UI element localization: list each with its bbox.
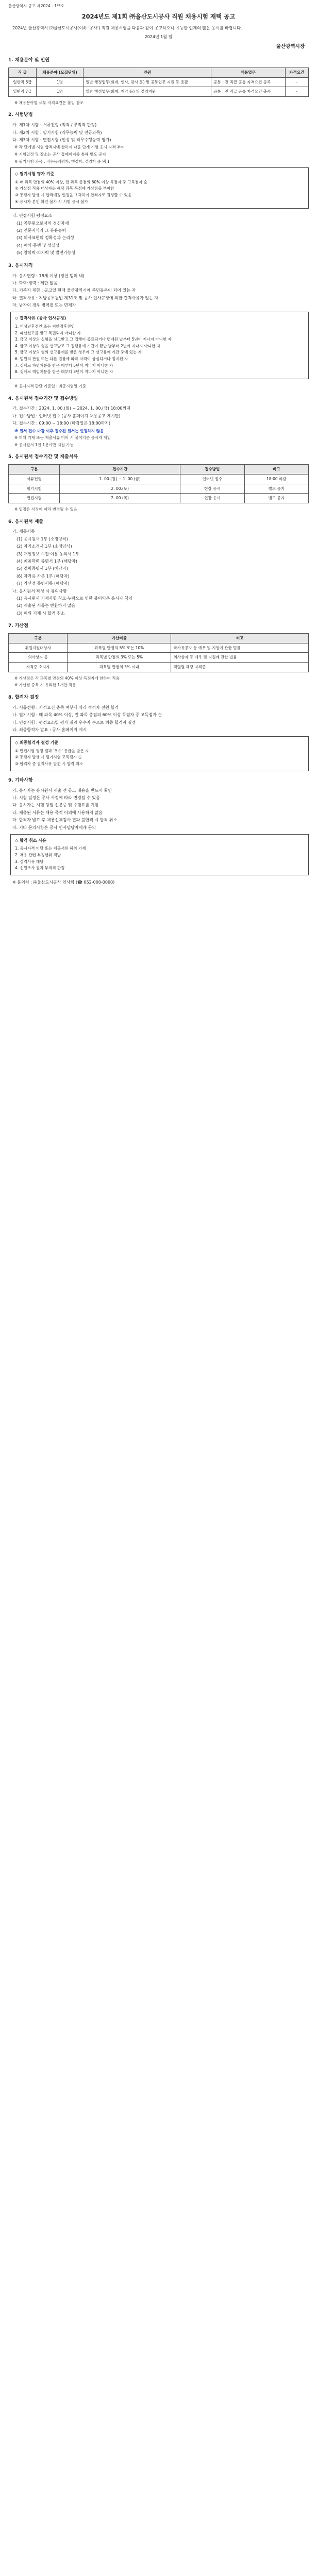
list-item: 나. 응시원서 작성 시 유의사항 [12, 588, 67, 594]
list-item: 라. 결격사유 : 지방공무원법 제31조 및 공사 인사규정에 의한 결격사유가 없는 자 [12, 295, 158, 300]
list-item: (3) 허위 기재 시 합격 취소 [16, 611, 65, 616]
list-item: 나. 시험 일정은 공사 사정에 따라 변경될 수 있음 [12, 795, 100, 800]
list-item: 다. 접수시간 : 09:00 ~ 18:00 (마감일은 18:00까지) [12, 421, 111, 426]
table-cell: 현장 응시 [180, 494, 244, 503]
box-item: 4. 금고 이상의 형을 선고받고 그 집행유예 기간이 끝난 날부터 2년이 지나지 아니한 자 [15, 343, 161, 348]
list-item: 다. 면접시험 : 평정요소별 평가 결과 우수자 순으로 최종 합격자 결정 [12, 720, 136, 725]
list-item: (5) 경력증명서 1부 (해당자) [16, 566, 68, 571]
bonus-table [8, 633, 309, 672]
list-item: 다. 응시자는 시험 당일 신분증 및 수험표를 지참 [12, 803, 99, 808]
table-cell: 2. 00.(토) [60, 484, 180, 494]
table-cell: 면접시험 [9, 494, 60, 503]
table-cell: 일반 행정업무(회계, 계약 등) 및 경영지원 [84, 87, 211, 97]
list-item: 마. 합격자 발표 후 채용신체검사 결과 불합격 시 합격 취소 [12, 818, 118, 823]
table-cell: 의사상자 등 [9, 653, 68, 663]
box-item: ① 매 과목 만점의 40% 이상, 전 과목 총점의 60% 이상 득점자 중 고득점자 순 [15, 179, 147, 184]
section-title: 6. 응시원서 제출 [8, 519, 44, 524]
list-item: 나. 제2차 시험 : 필기시험 (직무능력 및 전공과목) [12, 130, 102, 135]
box-item: 6. 법원의 판결 또는 다른 법률에 따라 자격이 상실되거나 정지된 자 [15, 357, 128, 361]
section-title: 5. 응시원서 접수기간 및 제출서류 [8, 454, 78, 460]
table-header: 가산비율 [68, 634, 171, 643]
table-row [9, 484, 309, 494]
table-cell: 일반직 7급 [9, 87, 37, 97]
document-title: 2024년도 제1회 ㈜울산도시공사 직원 채용시험 재택 공고 [81, 12, 236, 20]
box-item: 1. 피성년후견인 또는 피한정후견인 [15, 324, 75, 329]
list-item: (5) 창의력·의지력 및 발전가능성 [16, 250, 76, 256]
list-item: 나. 학력·경력 : 제한 없음 [12, 280, 58, 285]
table-header: 구분 [9, 634, 68, 643]
table-row [9, 77, 309, 87]
list-item: (1) 응시원서 기재사항 착오·누락으로 인한 불이익은 응시자 책임 [16, 596, 132, 601]
section-title: 3. 응시자격 [8, 263, 33, 268]
box-item: 5. 금고 이상의 형의 선고유예를 받은 경우에 그 선고유예 기간 중에 있는 자 [15, 350, 142, 355]
table-cell: 2. 00.(목) [60, 494, 180, 503]
box-item: ④ 응시자 본인 확인 불가 시 시험 응시 불가 [15, 199, 88, 204]
list-item: 라. 면접시험 평정요소 [12, 213, 53, 218]
table-header: 직 급 [9, 67, 37, 77]
pass-criteria-box [10, 736, 309, 771]
box-item: 4. 신원조사 결과 부적격 판정 [15, 866, 65, 871]
table-cell: 18:00 마감 [244, 474, 308, 484]
section-note: ※ 응시원서 1인 1분야만 지원 가능 [14, 442, 74, 447]
table-cell: 1명 [36, 77, 83, 87]
section-note: ※ 응시자격 판단 기준일 : 최종시험일 기준 [14, 383, 87, 388]
table-cell: 1. 00.(월) ~ 1. 00.(금) [60, 474, 180, 484]
section-title: 8. 합격자 결정 [8, 694, 39, 700]
list-item: (2) 제출된 서류는 반환하지 않음 [16, 603, 76, 608]
cancellation-box [10, 834, 309, 875]
box-item: ③ 합격자 중 결격사유 발견 시 합격 취소 [15, 761, 84, 766]
box-title: ◇ 최종합격자 결정 기준 [15, 740, 59, 745]
box-title: ◇ 합격 취소 사유 [15, 838, 46, 843]
list-item: (2) 자기소개서 1부 (소정양식) [16, 544, 72, 549]
issuer-name: 울산광역시장 [276, 44, 305, 50]
table-row [9, 87, 309, 97]
list-item: (3) 의사표현의 정확성과 논리성 [16, 235, 74, 241]
list-item: (1) 공무원으로서의 정신자세 [16, 221, 69, 226]
list-item: (2) 전문지식과 그 응용능력 [16, 228, 66, 233]
table-header-row [9, 67, 309, 77]
table-header: 비고 [171, 634, 309, 643]
list-item: 라. 제출된 서류는 채용 목적 이외에 사용하지 않음 [12, 810, 103, 815]
table-cell: 인터넷 접수 [180, 474, 244, 484]
section-title: 2. 시험방법 [8, 112, 33, 118]
table-header: 구분 [9, 465, 60, 474]
box-item: ② 가산점 적용 대상자는 해당 과목 득점에 가산점을 부여함 [15, 186, 114, 191]
highlight-note: ※ 원서 접수 마감 이후 접수된 원서는 인정하지 않음 [14, 428, 104, 433]
section-note: ※ 시험일정 및 장소는 공사 홈페이지를 통해 별도 공지 [14, 152, 106, 157]
intro-paragraph: 2024년 울산광역시 ㈜울산도시공사(이하 '공사') 직원 채용시험을 다음과 같이 공고하오니 유능한 인재의 많은 응시를 바랍니다. [12, 26, 242, 31]
table-header: 인원 [84, 67, 211, 77]
table-row [9, 653, 309, 663]
disqualification-box [10, 312, 309, 379]
section-title: 7. 가산점 [8, 623, 28, 629]
section-note: ※ 가산점은 각 과목별 만점의 40% 이상 득점자에 한하여 적용 [14, 675, 120, 681]
table-cell: 공통 : 전 직급 공통 자격요건 충족 [211, 77, 285, 87]
table-row [9, 643, 309, 653]
table-cell: 과목별 만점의 3% 이내 [68, 662, 171, 672]
table-cell: 과목별 만점의 3% 또는 5% [68, 653, 171, 663]
box-item: 1. 응시자격 미달 또는 제출서류 허위 기재 [15, 846, 86, 851]
table-cell: 취업지원대상자 [9, 643, 68, 653]
table-cell: 자격증 소지자 [9, 662, 68, 672]
table-cell: 직렬별 해당 자격증 [171, 662, 309, 672]
list-item: 가. 응시자는 응시원서 제출 전 공고 내용을 반드시 확인 [12, 788, 112, 793]
table-header: 접수방법 [180, 465, 244, 474]
list-item: 가. 제1차 시험 : 서류전형 (적격 / 부적격 판정) [12, 123, 97, 128]
notice-document [0, 0, 317, 897]
list-item: 가. 접수기간 : 2024. 1. 00.(월) ~ 2024. 1. 00.(금) 18:00까지 [12, 406, 130, 411]
table-header: 자격요건 [285, 67, 308, 77]
table-cell: 국가유공자 등 예우 및 지원에 관한 법률 [171, 643, 309, 653]
box-item: ② 동점자 발생 시 필기시험 고득점자 순 [15, 755, 82, 760]
box-item: 2. 채용 관련 부정행위 적발 [15, 852, 61, 857]
table-cell: - [285, 77, 308, 87]
list-item: 나. 필기시험 : 매 과목 40% 이상, 전 과목 총점의 60% 이상 득점자 중 고득점자 순 [12, 713, 162, 718]
section-note: ※ 허위 기재 또는 제출서류 미비 시 불이익은 응시자 책임 [14, 435, 111, 440]
box-item: 2. 파산선고를 받고 복권되지 아니한 자 [15, 330, 81, 335]
notice-number: 울산광역시 공고 제2024 - 1**호 [8, 4, 64, 8]
schedule-table [8, 464, 309, 503]
list-item: 라. 최종합격자 발표 : 공사 홈페이지 게시 [12, 727, 87, 732]
contact-info: ※ 문의처 : ㈜울산도시공사 인사팀 (☎ 052-000-0000) [12, 879, 115, 885]
list-item: (1) 응시원서 1부 (소정양식) [16, 536, 68, 541]
section-note: ※ 각 단계별 시험 합격자에 한하여 다음 단계 시험 응시 자격 부여 [14, 145, 125, 150]
table-cell: 일반직 6급 [9, 77, 37, 87]
table-header: 접수기간 [60, 465, 180, 474]
list-item: 바. 기타 문의사항은 공사 인사담당자에게 문의 [12, 825, 96, 830]
table-cell: 현장 응시 [180, 484, 244, 494]
table-header: 비고 [244, 465, 308, 474]
list-item: 가. 서류전형 : 자격요건 충족 여부에 따라 적격자 전원 합격 [12, 705, 119, 710]
table-cell: 일반 행정업무(회계, 인사, 감사 등) 및 공통업무 지원 등 총괄 [84, 77, 211, 87]
list-item: (4) 예의·품행 및 성실성 [16, 243, 60, 248]
list-item: 가. 제출서류 [12, 529, 35, 534]
section-title: 4. 응시원서 접수기간 및 접수방법 [8, 396, 78, 401]
table-row [9, 494, 309, 503]
list-item: 마. 남자의 경우 병역필 또는 면제자 [12, 303, 76, 308]
list-item: (6) 자격증 사본 1부 (해당자) [16, 573, 70, 579]
box-item: 7. 징계로 파면처분을 받은 때부터 5년이 지나지 아니한 자 [15, 363, 113, 368]
section-note: ※ 채용분야별 세부 자격요건은 붙임 참조 [14, 100, 84, 105]
box-title: ◇ 결격사유 (공사 인사규정) [15, 316, 66, 321]
list-item: (3) 개인정보 수집·이용 동의서 1부 [16, 551, 79, 556]
table-cell: 1명 [36, 87, 83, 97]
table-row [9, 662, 309, 672]
table-cell: 별도 공지 [244, 484, 308, 494]
box-item: ③ 동점자 발생 시 합격예정 인원을 초과하여 합격자로 결정할 수 있음 [15, 193, 132, 197]
table-header-row [9, 465, 309, 474]
criteria-box [10, 167, 309, 209]
table-cell: 별도 공지 [244, 494, 308, 503]
table-header-row [9, 634, 309, 643]
list-item: 가. 응시연령 : 18세 이상 (정년 범위 내) [12, 273, 85, 278]
box-item: ① 면접시험 평정 결과 '우수' 등급을 받은 자 [15, 748, 89, 753]
table-cell: 의사상자 등 예우 및 지원에 관한 법률 [171, 653, 309, 663]
table-header: 채용업무 [211, 67, 285, 77]
section-note: ※ 일정은 사정에 따라 변경될 수 있음 [14, 506, 78, 512]
notice-date: 2024년 1월 일 [144, 34, 173, 39]
section-title: 1. 채용분야 및 인원 [8, 57, 49, 63]
section-title: 9. 기타사항 [8, 777, 33, 783]
table-cell: 과목별 만점의 5% 또는 10% [68, 643, 171, 653]
box-item: 3. 금고 이상의 실형을 선고받고 그 집행이 종료되거나 면제된 날부터 5년이 지나지 아니한 자 [15, 337, 172, 342]
table-row [9, 474, 309, 484]
list-item: (7) 가산점 증빙서류 (해당자) [16, 581, 70, 586]
box-item: 3. 결격사유 해당 [15, 859, 44, 864]
list-item: (4) 최종학력 증명서 1부 (해당자) [16, 559, 77, 564]
table-cell: 공통 : 전 직급 공통 자격요건 충족 [211, 87, 285, 97]
section-note: ※ 가산점 중복 시 유리한 1개만 적용 [14, 683, 76, 688]
table-header: 채용분야 (모집단위) [36, 67, 83, 77]
list-item: 나. 접수방법 : 인터넷 접수 (공사 홈페이지 채용공고 게시판) [12, 413, 121, 418]
table-cell: 서류전형 [9, 474, 60, 484]
table-cell: 필기시험 [9, 484, 60, 494]
table-cell: - [285, 87, 308, 97]
section-note: ※ 필기시험 과목 : 직무능력평가, 행정학, 경영학 중 택 1 [14, 159, 110, 164]
recruitment-table [8, 67, 309, 97]
box-title: ◇ 필기시험 평가 기준 [15, 172, 55, 177]
box-item: 8. 징계로 해임처분을 받은 때부터 3년이 지나지 아니한 자 [15, 369, 113, 375]
list-item: 다. 제3차 시험 : 면접시험 (인성 및 직무수행능력 평가) [12, 138, 111, 143]
list-item: 다. 거주지 제한 : 공고일 현재 울산광역시에 주민등록이 되어 있는 자 [12, 288, 136, 293]
